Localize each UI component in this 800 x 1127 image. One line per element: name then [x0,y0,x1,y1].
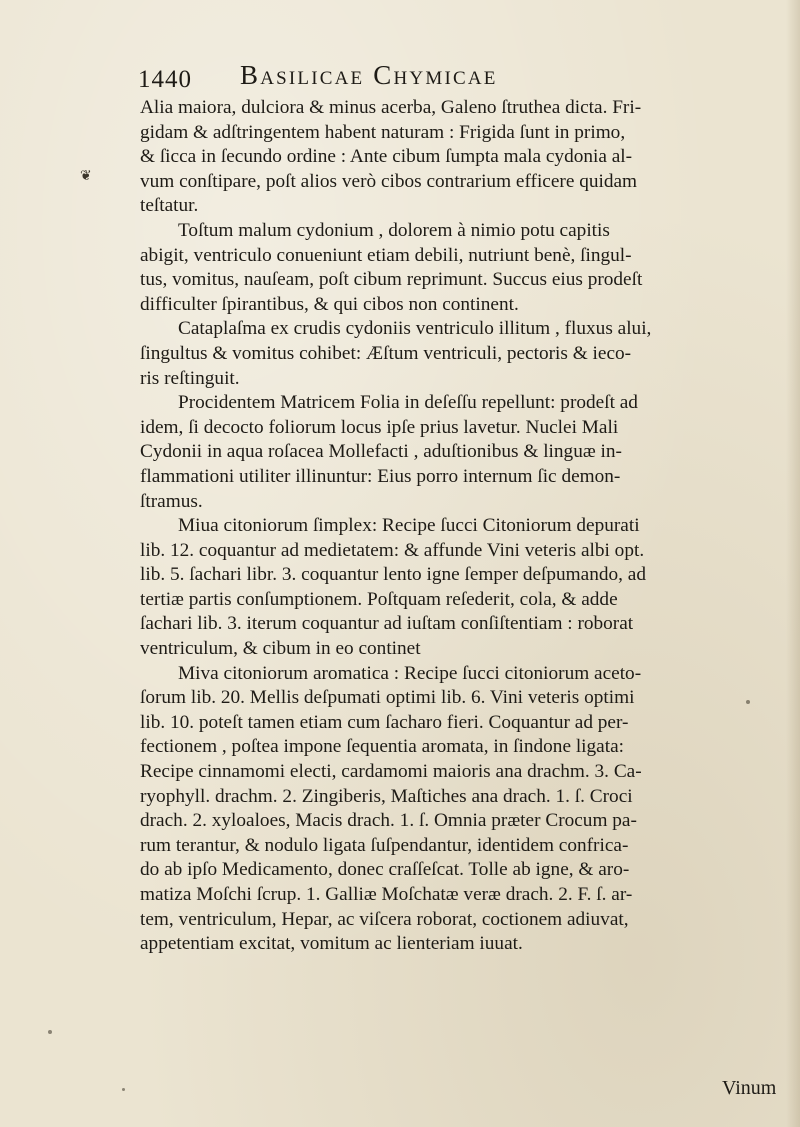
text-line: ſachari lib. 3. iterum coquantur ad iuſtam conſiſtentiam : roborat [140,613,634,635]
text-line: Recipe cinnamomi electi, cardamomi maioris ana drachm. 3. Ca- [140,761,642,783]
paper-speck [746,700,750,704]
text-line: lib. 5. ſachari libr. 3. coquantur lento igne ſemper deſpumando, ad [140,564,646,586]
text-line: appetentiam excitat, vomitum ac lienteriam iuuat. [140,933,523,955]
text-line: & ſicca in ſecundo ordine : Ante cibum ſumpta mala cydonia al- [140,146,633,168]
text-line: ventriculum, & cibum in eo continet [140,638,421,660]
text-line: rum terantur, & nodulo ligata ſuſpendantur, identidem confrica- [140,834,629,856]
text-line: drach. 2. xyloaloes, Macis drach. 1. ſ. Omnia præter Crocum pa- [140,810,637,832]
text-line: ſorum lib. 20. Mellis deſpumati optimi lib. 6. Vini veteris optimi [140,687,635,709]
text-line: ryophyll. drachm. 2. Zingiberis, Maſtiches ana drach. 1. ſ. Croci [140,785,633,807]
text-line: lib. 10. poteſt tamen etiam cum ſacharo fieri. Coquantur ad per- [140,711,629,733]
text-line: tertiæ partis conſumptionem. Poſtquam reſederit, cola, & adde [140,588,618,610]
text-line: flammationi utiliter illinuntur: Eius porro internum ſic demon- [140,465,621,487]
page-header [138,48,698,93]
text-line: gidam & adſtringentem habent naturam : Frigida ſunt in primo, [140,121,626,143]
catchword: Vinum [722,1077,777,1099]
running-head: Basilicae Chymicae [240,60,498,90]
text-line: ſtramus. [140,490,203,512]
paragraph-start-line: Miua citoniorum ſimplex: Recipe ſucci Citoniorum depurati [178,515,640,537]
text-line: ſingultus & vomitus cohibet: Æſtum ventriculi, pectoris & ieco- [140,342,632,364]
paragraph-start-line: Miva citoniorum aromatica : Recipe ſucci citoniorum aceto- [178,662,642,684]
text-line: matiza Moſchi ſcrup. 1. Galliæ Moſchatæ veræ drach. 2. F. ſ. ar- [140,884,633,905]
text-line: lib. 12. coquantur ad medietatem: & affunde Vini veteris albi opt. [140,539,645,561]
text-line: fectionem , poſtea impone ſequentia aromata, in ſindone ligata: [140,736,625,758]
paper-speck [48,1030,52,1034]
paragraph-start-line: Toſtum malum cydonium , dolorem à nimio potu capitis [178,219,610,241]
text-line: tus, vomitus, nauſeam, poſt cibum reprimunt. Succus eius prodeſt [140,269,643,291]
paragraph-start-line: Cataplaſma ex crudis cydoniis ventriculo illitum , fluxus alui, [178,318,652,340]
text-line: abigit, ventriculo conueniunt etiam debili, nutriunt benè, ſingul- [140,244,632,266]
page-number: 1440 [138,66,192,93]
paper-speck [122,1088,125,1091]
text-line: Alia maiora, dulciora & minus acerba, Galeno ſtruthea dicta. Fri- [140,97,642,118]
text-line: vum conſtipare, poſt alios verò cibos contrarium efficere quidam [140,170,638,192]
text-line: teſtatur. [140,195,199,217]
text-line: difficulter ſpirantibus, & qui cibos non continent. [140,293,519,315]
text-line: ris reſtinguit. [140,367,240,389]
text-line: tem, ventriculum, Hepar, ac viſcera roborat, coctionem adiuvat, [140,908,629,930]
paragraph-start-line: Procidentem Matricem Folia in deſeſſu repellunt: prodeſt ad [178,392,638,414]
body-text [140,96,800,957]
margin-ornament-icon: ❦ [80,169,92,184]
text-line: idem, ſi decocto foliorum locus ipſe prius lavetur. Nuclei Mali [140,416,619,438]
text-line: do ab ipſo Medicamento, donec craſſeſcat. Tolle ab igne, & aro- [140,859,630,881]
text-line: Cydonii in aqua roſacea Mollefacti , aduſtionibus & linguæ in- [140,441,622,463]
